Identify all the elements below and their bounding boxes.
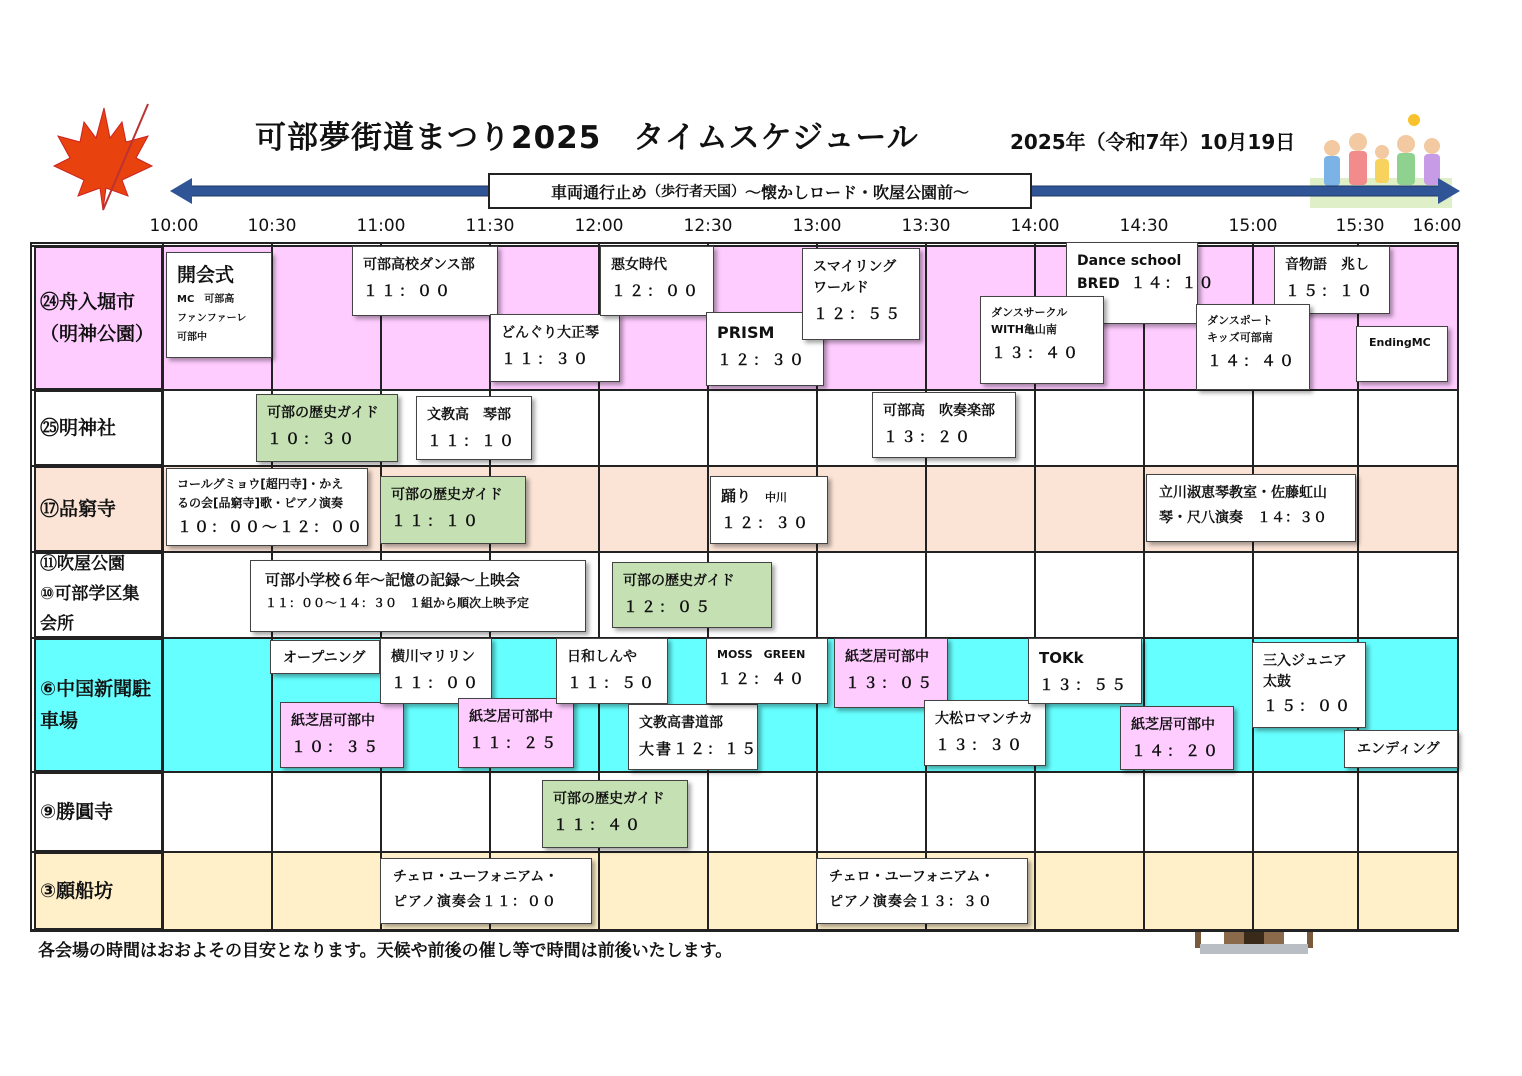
- event-card: [802, 248, 920, 340]
- event-note: 中川: [765, 491, 788, 504]
- event-time: １４：１０: [1130, 274, 1216, 292]
- page-title: 可部夢街道まつり2025 タイムスケジュール: [255, 120, 919, 156]
- event-time: １３：３０: [935, 736, 1026, 754]
- event-card: [1344, 730, 1458, 768]
- event-card: [628, 704, 758, 770]
- event-card: [816, 858, 1028, 924]
- banner-sub: （歩行者天国）: [647, 184, 745, 200]
- event-time: １０：３５: [291, 738, 382, 756]
- event-card: [980, 296, 1104, 384]
- event-card: [834, 638, 948, 708]
- event-time: １４：２０: [1131, 742, 1222, 760]
- event-card: [166, 252, 272, 358]
- event-title: TOKk: [1039, 649, 1084, 667]
- event-time: １１：１０: [391, 512, 482, 530]
- venue-line: ㉔舟入堀市: [40, 290, 136, 313]
- event-card: [556, 638, 668, 704]
- event-title: 文教高 琴部: [427, 407, 511, 423]
- event-time: １５：１０: [1285, 282, 1376, 300]
- event-title: 可部の歴史ガイド: [553, 791, 665, 807]
- event-time: １３：５５: [1039, 675, 1130, 694]
- event-card: [280, 702, 404, 768]
- event-time: １２：３０: [717, 351, 808, 369]
- venue-label-shoenji: [34, 772, 163, 852]
- time-tick: 12:00: [574, 216, 624, 236]
- venue-label-gansenbo: [34, 852, 163, 930]
- event-time: １１：４０: [553, 816, 644, 834]
- event-time: １２：５５: [813, 305, 904, 323]
- event-card: [612, 562, 772, 628]
- event-title: PRISM: [717, 323, 775, 342]
- event-title: ダンスサークル: [991, 306, 1068, 319]
- time-tick: 13:00: [792, 216, 842, 236]
- time-tick: 10:00: [149, 216, 199, 236]
- event-title-2: 太鼓: [1263, 674, 1291, 690]
- time-tick: 11:00: [356, 216, 406, 236]
- event-card: [270, 640, 380, 674]
- venue-line: 車場: [40, 710, 79, 732]
- event-card: [1028, 638, 1142, 704]
- venue-label-funairibori: [34, 246, 163, 390]
- event-title: 可部の歴史ガイド: [267, 405, 379, 421]
- event-title: 紙芝居可部中: [1131, 717, 1215, 733]
- event-card: [600, 246, 714, 316]
- time-tick: 12:30: [683, 216, 733, 236]
- event-card: [1252, 642, 1366, 728]
- event-card: [380, 638, 492, 704]
- row-background: [163, 852, 1458, 930]
- event-title: 可部の歴史ガイド: [623, 573, 735, 589]
- event-line: 琴・尺八演奏 １４：３０: [1159, 510, 1327, 526]
- event-time: １３：４０: [991, 344, 1082, 362]
- event-time: 大書１２：１５: [639, 740, 759, 758]
- event-card: [250, 560, 586, 632]
- event-line: 立川淑恵琴教室・佐藤虹山: [1159, 485, 1327, 501]
- event-title: 開会式: [177, 264, 235, 286]
- event-note: 可部中: [177, 331, 207, 343]
- event-time: １１：１０: [427, 432, 518, 450]
- event-title: 可部小学校６年～記憶の記録～上映会: [265, 571, 521, 589]
- row-background: [163, 772, 1458, 852]
- venue-label-hinkyuji: [34, 466, 163, 552]
- event-title: 悪女時代: [611, 257, 667, 273]
- event-title: Dance school: [1077, 253, 1182, 269]
- footnote: 各会場の時間はおおよその目安となります。天候や前後の催し等で時間は前後いたします。: [38, 941, 733, 961]
- venue-line: 会所: [40, 613, 74, 634]
- event-time: １４：４０: [1207, 352, 1298, 370]
- event-title: 横川マリリン: [391, 649, 475, 665]
- event-time: １３：２０: [883, 428, 974, 446]
- event-line: ピアノ演奏会１３：３０: [829, 894, 993, 910]
- event-card: [416, 396, 532, 460]
- event-time: １１：２５: [469, 734, 560, 752]
- event-title: 可部高 吹奏楽部: [883, 403, 995, 419]
- time-tick: 11:30: [465, 216, 515, 236]
- event-note: MC 可部高: [177, 293, 235, 305]
- event-title: ダンスポート: [1207, 314, 1273, 327]
- event-card: [1146, 474, 1356, 542]
- event-time: １１：５０: [567, 674, 658, 692]
- event-card: [924, 700, 1046, 766]
- event-card: [166, 468, 368, 546]
- event-card: [458, 698, 574, 768]
- event-title: 三入ジュニア: [1263, 653, 1347, 669]
- event-time: １１：３０: [501, 350, 592, 368]
- venue-line: ⑪吹屋公園: [40, 554, 125, 575]
- event-time: １５：００: [1263, 697, 1354, 715]
- banner-tail: ～懐かしロード・吹屋公園前～: [745, 182, 970, 202]
- event-time: １２：０５: [623, 598, 714, 616]
- event-card: [1196, 304, 1310, 390]
- venue-line: （明神公園）: [40, 323, 155, 345]
- event-title-2: WITH亀山南: [991, 322, 1057, 336]
- event-card: [380, 858, 592, 924]
- time-tick: 15:30: [1335, 216, 1385, 236]
- venue-label-myojinsha: [34, 390, 163, 466]
- event-title-2: BRED: [1077, 276, 1120, 292]
- event-card: [1120, 706, 1234, 770]
- event-line: コールグミョウ[超円寺]・かえ: [177, 477, 344, 491]
- event-title: 紙芝居可部中: [291, 713, 375, 729]
- event-time: １０：００～１２：００: [177, 518, 365, 537]
- time-tick: 14:30: [1119, 216, 1169, 236]
- event-card: [542, 780, 688, 848]
- event-note: １１：００～１４：３０ １組から順次上映予定: [265, 595, 530, 610]
- event-title-2: ワールド: [813, 280, 869, 296]
- event-line: ピアノ演奏会１１：００: [393, 894, 557, 910]
- venue-line: ⑨勝圓寺: [40, 800, 114, 823]
- event-time: １１：００: [391, 674, 482, 692]
- banner-main: 車両通行止め: [550, 182, 647, 202]
- event-title: オープニング: [283, 650, 366, 666]
- event-card: [1356, 326, 1448, 382]
- event-title: 紙芝居可部中: [469, 709, 553, 725]
- event-line: チェロ・ユーフォニアム・: [829, 869, 995, 885]
- event-title: 可部の歴史ガイド: [391, 487, 503, 503]
- event-title-row: [721, 485, 817, 508]
- time-tick: 13:30: [901, 216, 951, 236]
- venue-label-chugoku-parking: [34, 638, 163, 772]
- event-card: [256, 394, 398, 462]
- event-time: １２：３０: [721, 514, 812, 532]
- time-tick: 15:00: [1228, 216, 1278, 236]
- event-title: どんぐり大正琴: [501, 325, 599, 341]
- event-card: [706, 638, 828, 704]
- event-title: エンディング: [1357, 741, 1440, 757]
- event-card: [490, 314, 620, 382]
- event-title: 紙芝居可部中: [845, 649, 929, 665]
- event-title: MOSS GREEN: [717, 648, 806, 661]
- event-card: [710, 476, 828, 544]
- event-title: 音物語 兆し: [1285, 257, 1369, 273]
- event-title: スマイリング: [813, 259, 897, 275]
- time-tick: 14:00: [1010, 216, 1060, 236]
- event-time: １０：３０: [267, 430, 358, 448]
- event-title: 文教高書道部: [639, 715, 723, 731]
- time-tick: 10:30: [247, 216, 297, 236]
- event-time: １２：００: [611, 282, 702, 300]
- event-note: ファンファーレ: [177, 312, 247, 324]
- venue-label-fukiya-park: [34, 552, 163, 638]
- event-line: るの会[品窮寺]歌・ピアノ演奏: [177, 496, 344, 511]
- event-time: １３：０５: [845, 674, 936, 692]
- event-title: 可部高校ダンス部: [363, 257, 475, 273]
- venue-line: ㉕明神社: [40, 416, 117, 439]
- event-card: [380, 476, 526, 544]
- event-line: チェロ・ユーフォニアム・: [393, 869, 559, 885]
- venue-line: ③願船坊: [40, 879, 114, 902]
- event-card: [352, 246, 498, 316]
- event-title: 踊り: [721, 487, 752, 505]
- event-time: １２：４０: [717, 669, 808, 688]
- event-time: １１：００: [363, 282, 454, 300]
- event-card: [872, 392, 1016, 458]
- time-tick: 16:00: [1412, 216, 1462, 236]
- event-title: EndingMC: [1369, 336, 1431, 349]
- event-date: 2025年（令和7年）10月19日: [1010, 130, 1296, 154]
- event-title: 大松ロマンチカ: [935, 711, 1033, 727]
- venue-line: ⑰品窮寺: [40, 497, 117, 520]
- event-title-2: キッズ可部南: [1207, 330, 1273, 344]
- venue-line: ⑩可部学区集: [40, 584, 140, 605]
- event-title: 日和しんや: [567, 649, 637, 665]
- venue-line: ⑥中国新聞駐: [40, 677, 152, 700]
